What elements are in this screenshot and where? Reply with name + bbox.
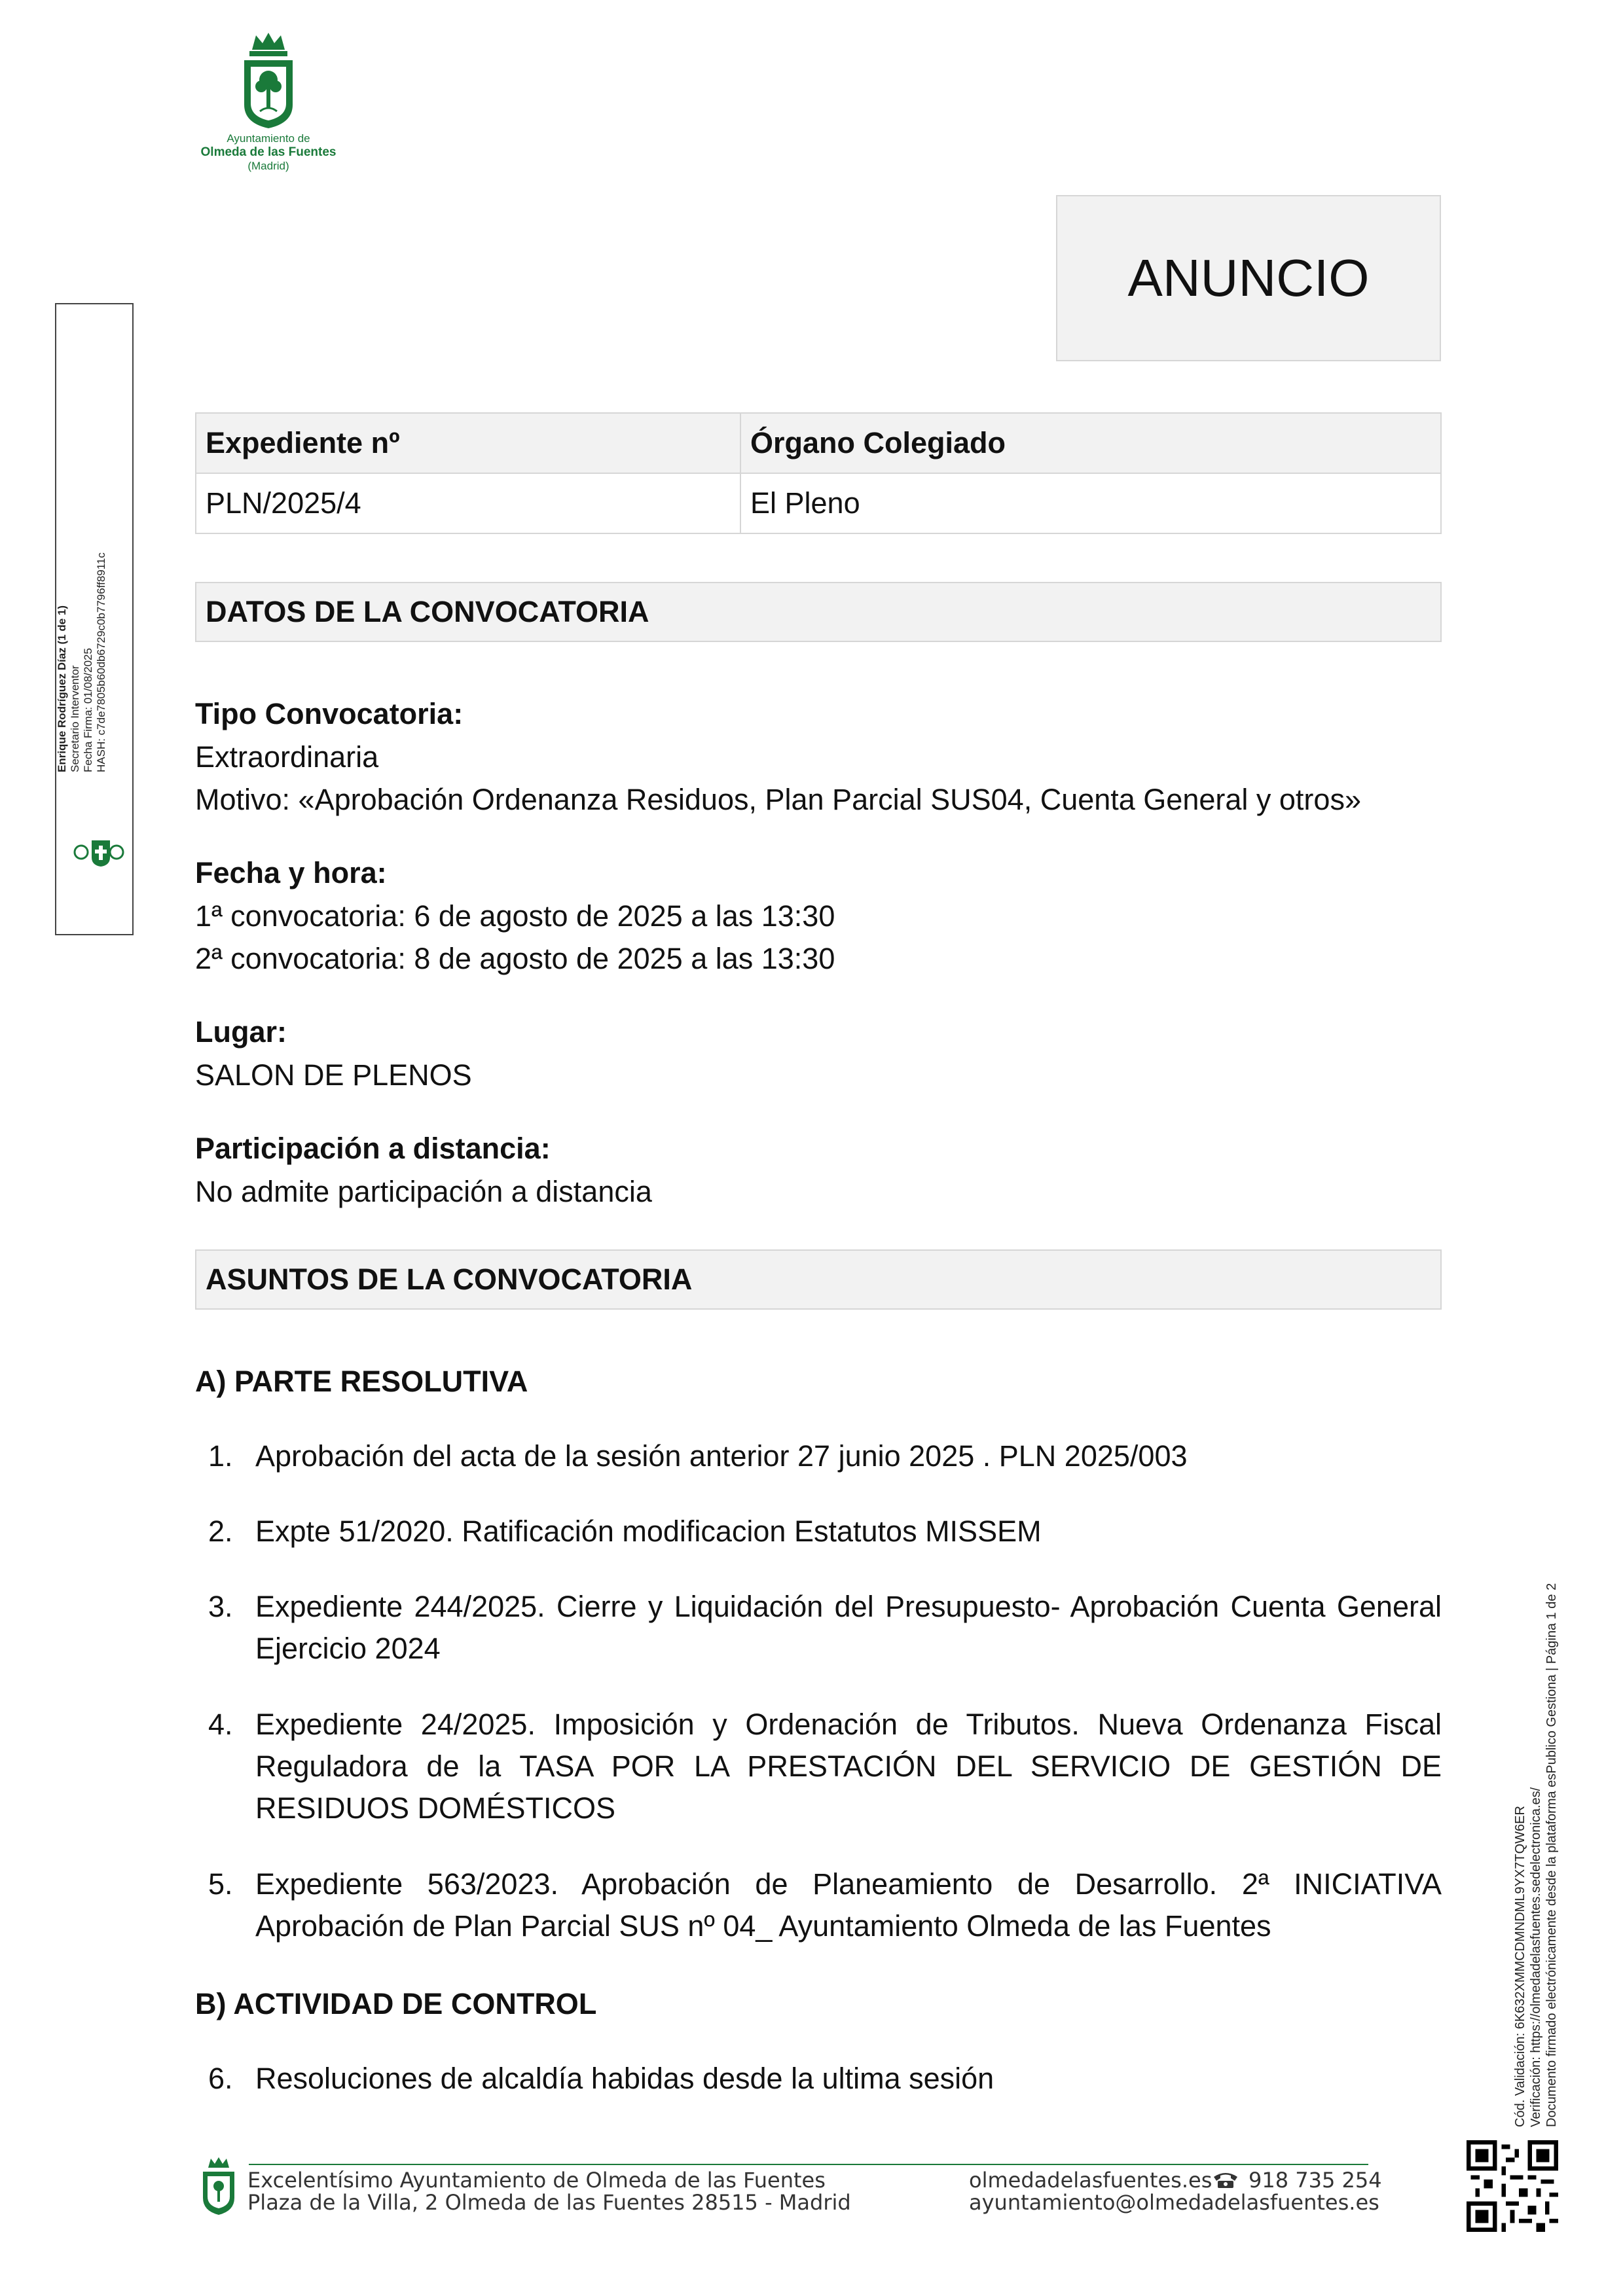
footer-website[interactable] (969, 2168, 1212, 2193)
item-number: 1. (208, 1439, 233, 1473)
qr-code-icon (1467, 2140, 1558, 2232)
footer-email[interactable] (969, 2190, 1379, 2215)
section-asuntos-title: ASUNTOS DE LA CONVOCATORIA (206, 1263, 693, 1296)
list-item (208, 1704, 1442, 1829)
tipo-label: Tipo Convocatoria: (195, 697, 464, 730)
signature-seal-icon (72, 836, 124, 868)
footer-phone: 918 735 254 (1249, 2168, 1382, 2193)
item-number: 2. (208, 1515, 233, 1548)
participacion-label: Participación a distancia: (195, 1132, 551, 1165)
document-title: ANUNCIO (1127, 249, 1370, 307)
item-text: Expte 51/2020. Ratificación modificacion Estatutos MISSEM (255, 1515, 1042, 1548)
logo-line-2: Olmeda de las Fuentes (200, 145, 337, 159)
item-text: Expediente 563/2023. Aprobación de Planeamiento de Desarrollo. 2ª INICIATIVA Aprobación de Plan Parcial SUS nº 04_ Ayuntamiento Olmeda de las Fuentes (255, 1867, 1442, 1943)
item-number: 3. (208, 1590, 233, 1623)
tipo-value: Extraordinaria (195, 740, 379, 774)
coat-of-arms-icon (240, 31, 297, 130)
logo-line-1: Ayuntamiento de (227, 132, 310, 145)
signer-name: Enrique Rodríguez Díaz (1 de 1) (56, 605, 68, 772)
motivo-text: Motivo: «Aprobación Ordenanza Residuos, Plan Parcial SUS04, Cuenta General y otros» (195, 783, 1361, 816)
table-row (196, 473, 1441, 533)
organo-value: El Pleno (740, 473, 1441, 533)
logo-line-3: (Madrid) (247, 160, 289, 172)
fecha-segunda: 2ª convocatoria: 8 de agosto de 2025 a las 13:30 (195, 942, 835, 975)
section-datos-header (195, 582, 1442, 642)
table-header-row (196, 413, 1441, 473)
list-item (208, 1435, 1442, 1477)
list-item (208, 2058, 1442, 2100)
verification-url: Verificación: https://olmedadelasfuentes.sedelectronica.es/ (1529, 1787, 1543, 2127)
fecha-primera: 1ª convocatoria: 6 de agosto de 2025 a las 13:30 (195, 899, 835, 933)
item-text: Expediente 24/2025. Imposición y Ordenación de Tributos. Nueva Ordenanza Fiscal Reguladora de la TASA POR LA PRESTACIÓN DEL SERVICIO DE GESTIÓN DE RESIDUOS DOMÉSTICOS (255, 1708, 1442, 1825)
signature-hash: HASH: c7de7805b60db6729c0b7796ff8911c (95, 552, 107, 772)
footer-org-name: Excelentísimo Ayuntamiento de Olmeda de las Fuentes (247, 2168, 826, 2193)
list-item (208, 1586, 1442, 1670)
footer-website-link[interactable]: olmedadelasfuentes.es (969, 2168, 1213, 2193)
lugar-value: SALON DE PLENOS (195, 1058, 472, 1092)
participacion-value: No admite participación a distancia (195, 1175, 652, 1208)
expediente-value: PLN/2025/4 (196, 473, 740, 533)
fecha-label: Fecha y hora: (195, 856, 387, 889)
lugar-label: Lugar: (195, 1015, 287, 1049)
verification-code: Cód. Validación: 6K632XMMCDMNDML9YX7TQW6ER (1513, 1806, 1527, 2127)
item-number: 5. (208, 1867, 233, 1901)
item-text: Expediente 244/2025. Cierre y Liquidación del Presupuesto- Aprobación Cuenta General Ejercicio 2024 (255, 1590, 1442, 1665)
list-item (208, 1511, 1442, 1552)
footer-address: Plaza de la Villa, 2 Olmeda de las Fuentes 28515 - Madrid (247, 2190, 851, 2215)
item-text: Aprobación del acta de la sesión anterior 27 junio 2025 . PLN 2025/003 (255, 1439, 1188, 1473)
verification-platform: Documento firmado electrónicamente desde la plataforma esPublico Gestiona | Página 1 de 2 (1544, 1583, 1559, 2127)
phone-icon (1213, 2170, 1239, 2189)
item-text: Resoluciones de alcaldía habidas desde la ultima sesión (255, 2062, 994, 2095)
footer-logo-icon (200, 2157, 237, 2216)
item-number: 6. (208, 2062, 233, 2095)
actividad-control-heading: B) ACTIVIDAD DE CONTROL (195, 1987, 597, 2020)
section-asuntos-header (195, 1249, 1442, 1310)
document-title-box (1056, 195, 1441, 361)
footer-divider (249, 2164, 1368, 2165)
signature-date: Fecha Firma: 01/08/2025 (82, 648, 94, 772)
table-header-expediente: Expediente nº (196, 413, 740, 473)
verification-text (1512, 1433, 1578, 2127)
signer-role: Secretario Interventor (69, 665, 81, 772)
item-number: 4. (208, 1708, 233, 1741)
list-item (208, 1863, 1442, 1947)
section-datos-title: DATOS DE LA CONVOCATORIA (206, 595, 649, 628)
parte-resolutiva-heading: A) PARTE RESOLUTIVA (195, 1365, 528, 1398)
table-header-organo: Órgano Colegiado (740, 413, 1441, 473)
footer-email-link[interactable]: ayuntamiento@olmedadelasfuentes.es (969, 2190, 1379, 2215)
expediente-table (195, 412, 1442, 534)
signature-stamp-text (56, 511, 134, 772)
municipal-logo (190, 31, 347, 173)
